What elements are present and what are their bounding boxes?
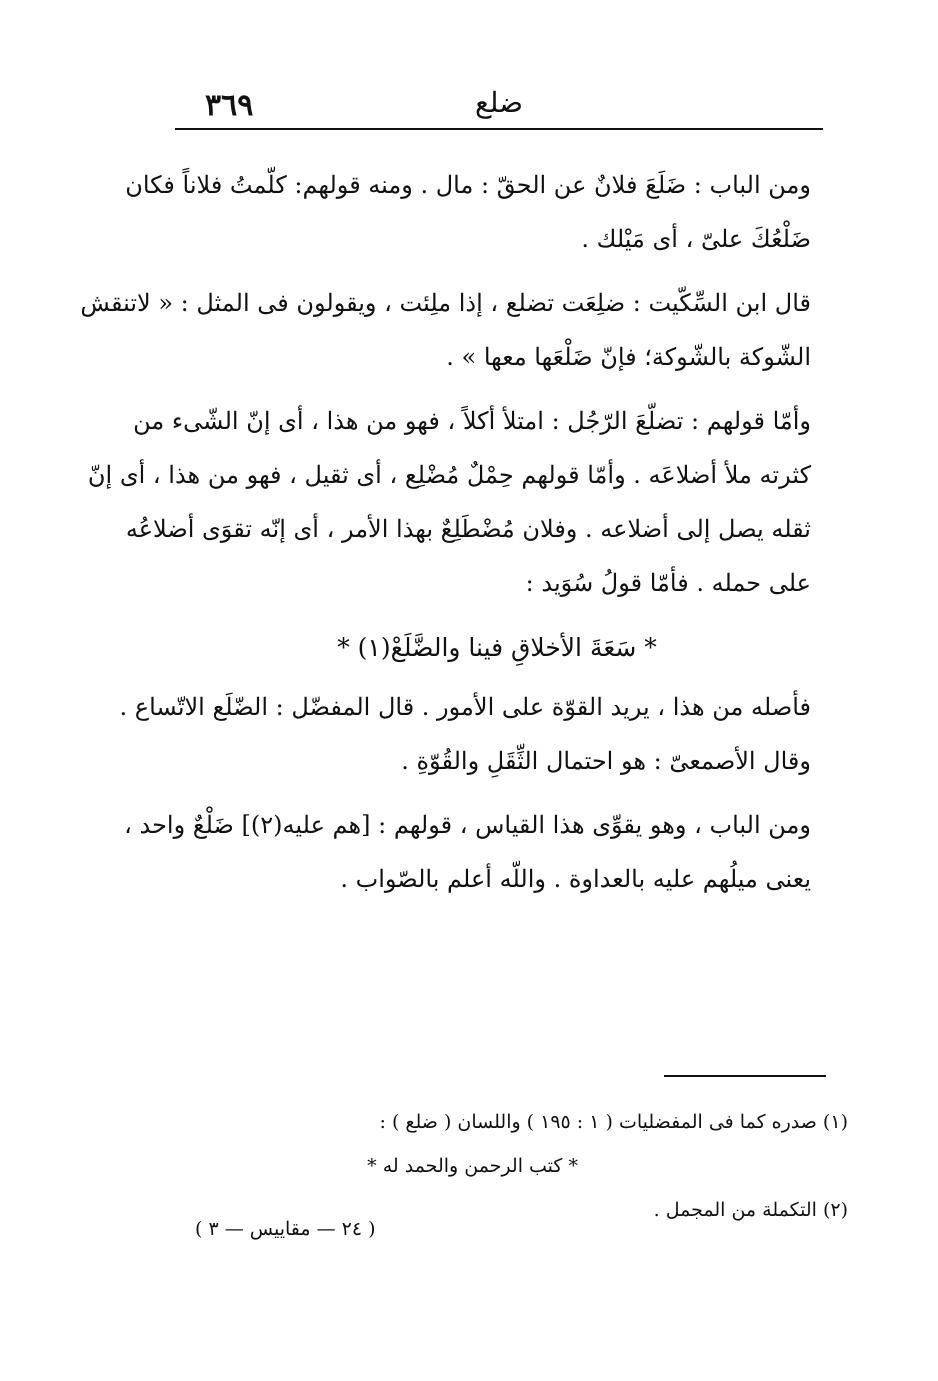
footnote: (١) صدره كما فى المفضليات ( ١ : ١٩٥ ) واللسان ( ضلع ) : xyxy=(379,1111,848,1133)
text-line: ضَلْعُكَ علىّ ، أى مَيْلك . xyxy=(581,225,811,253)
footnote-rule xyxy=(664,1075,826,1077)
text-line: ومن الباب : ضَلَعَ فلانٌ عن الحقّ : مال . ومنه قولهم: كلّمتُ فلاناً فكان xyxy=(125,171,811,199)
running-head: ضلع xyxy=(475,86,523,119)
page-number: ٣٦٩ xyxy=(205,88,254,123)
text-line: كثرته ملأ أضلاعَه . وأمّا قولهم حِمْلٌ مُضْلِع ، أى ثقيل ، فهو من هذا ، أى إنّ xyxy=(87,461,811,489)
text-line: ثقله يصل إلى أضلاعه . وفلان مُضْطَلِعٌ بهذا الأمر ، أى إنّه تقوَى أضلاعُه xyxy=(125,515,811,543)
text-line: وقال الأصمعىّ : هو احتمال الثِّقَلِ والقُوّةِ . xyxy=(401,747,811,775)
verse-line: * سَعَةَ الأخلاقِ فينا والضَّلَعْ(١) * xyxy=(337,633,657,662)
paragraph xyxy=(80,276,811,384)
text-line: يعنى ميلُهم عليه بالعداوة . واللّه أعلم بالصّواب . xyxy=(340,865,811,893)
footnote-verse: * كتب الرحمن والحمد له * xyxy=(367,1155,578,1177)
header-rule xyxy=(175,128,823,130)
paragraph xyxy=(119,680,811,788)
paragraph xyxy=(87,394,811,610)
paragraph xyxy=(124,798,811,906)
text-line: على حمله . فأمّا قولُ سُوَيد : xyxy=(525,569,811,597)
text-line: وأمّا قولهم : تضلّعَ الرّجُل : امتلأ أكلاً ، فهو من هذا ، أى إنّ الشّىء من xyxy=(133,407,811,435)
text-line: فأصله من هذا ، يريد القوّة على الأمور . قال المفضّل : الضّلَع الاتّساع . xyxy=(119,693,811,721)
paragraph xyxy=(125,158,811,266)
text-line: ومن الباب ، وهو يقوِّى هذا القياس ، قولهم : [هم عليه(٢)] ضَلْعٌ واحد ، xyxy=(124,811,811,839)
main-text xyxy=(80,158,811,916)
footnotes xyxy=(300,1100,848,1232)
footnote: (٢) التكملة من المجمل . xyxy=(653,1199,848,1221)
printer-signature: ( ٢٤ — مقاييس — ٣ ) xyxy=(195,1218,376,1240)
page-header xyxy=(175,80,823,128)
text-line: الشّوكة بالشّوكة؛ فإنّ ضَلْعَها معها » . xyxy=(446,343,811,371)
text-line: قال ابن السِّكّيت : ضلِعَت تضلع ، إذا ملِئت ، ويقولون فى المثل : « لاتنقش xyxy=(80,289,811,317)
